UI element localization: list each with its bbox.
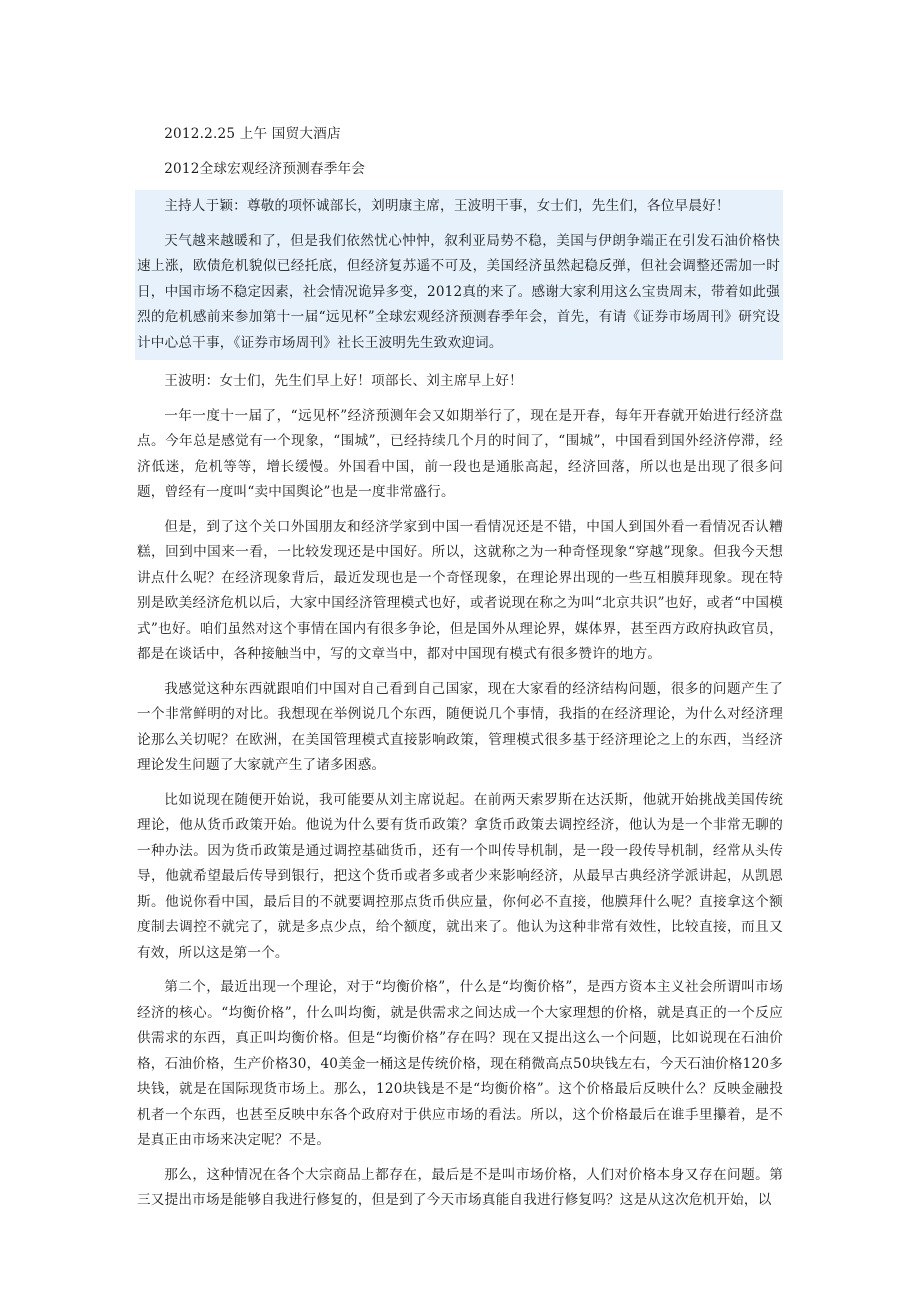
speaker-greeting: 王波明：女士们，先生们早上好！项部长、刘主席早上好！ [164, 373, 523, 389]
host-introduction: 天气越来越暖和了，但是我们依然忧心忡忡，叙利亚局势不稳，美国与伊朗争端正在引发石油价格快速上涨，欧债危机貌似已经托底，但经济复苏遥不可及，美国经济虽然起稳反弹，但社会调整还需加一时日，中国市场不稳定因素，社会情况诡异多变，2012真的来了。感谢大家利用这么宝贵周末，带着如此强烈的危机感前来参加第十一届“远见杯”全球宏观经济预测春季年会，首先，有请《证券市场周刊》研究设计中心总干事，《证券市场周刊》社长王波明先生致欢迎词。 [137, 232, 780, 351]
host-greeting: 主持人于颖：尊敬的项怀诚部长，刘明康主席，王波明干事，女士们，先生们，各位早晨好！ [164, 198, 730, 214]
body-paragraph: 第二个，最近出现一个理论，对于“均衡价格”，什么是“均衡价格”，是西方资本主义社会所谓叫市场经济的核心。“均衡价格”，什么叫均衡，就是供需求之间达成一个大家理想的价格，就是真正的一个反应供需求的东西，真正叫均衡价格。但是“均衡价格”存在吗？现在又提出这么一个问题，比如说现在石油价格，石油价格，生产价格30，40美金一桶这是传统价格，现在稍微高点50块钱左右，今天石油价格120多块钱，就是在国际现货市场上。那么，120块钱是不是“均衡价格”。这个价格最后反映什么？反映金融投机者一个东西，也甚至反映中东各个政府对于供应市场的看法。所以，这个价格最后在谁手里攥着，是不是真正由市场来决定呢？不是。 [137, 979, 783, 1148]
event-title: 2012全球宏观经济预测春季年会 [164, 160, 366, 177]
highlighted-host-remarks [135, 190, 783, 360]
body-paragraph: 但是，到了这个关口外国朋友和经济学家到中国一看情况还是不错，中国人到国外看一看情况否认糟糕，回到中国来一看，一比较发现还是中国好。所以，这就称之为一种奇怪现象“穿越”现象。但我今天想讲点什么呢？在经济现象背后，最近发现也是一个奇怪现象，在理论界出现的一些互相膜拜现象。现在特别是欧美经济危机以后，大家中国经济管理模式也好，或者说现在称之为叫“北京共识”也好，或者“中国模式”也好。咱们虽然对这个事情在国内有很多争论，但是国外从理论界，媒体界，甚至西方政府执政官员，都是在谈话中，各种接触当中，写的文章当中，都对中国现有模式有很多赞许的地方。 [137, 518, 783, 662]
body-paragraph: 比如说现在随便开始说，我可能要从刘主席说起。在前两天索罗斯在达沃斯，他就开始挑战美国传统理论，他从货币政策开始。他说为什么要有货币政策？拿货币政策去调控经济，他认为是一个非常无聊的一种办法。因为货币政策是通过调控基础货币，还有一个叫传导机制，是一段一段传导机制，经常从头传导，他就希望最后传导到银行，把这个货币或者多或者少来影响经济，从最早古典经济学派讲起，从凯恩斯。他说你看中国，最后目的不就要调控那点货币供应量，你何必不直接，他膜拜什么呢？直接拿这个额度制去调控不就完了，就是多点少点，给个额度，就出来了。他认为这种非常有效性，比较直接，而且又有效，所以这是第一个。 [137, 791, 783, 961]
date-location-line: 2012.2.25 上午 国贸大酒店 [164, 126, 341, 142]
body-paragraph: 一年一度十一届了，“远见杯”经济预测年会又如期举行了，现在是开春，每年开春就开始进行经济盘点。今年总是感觉有一个现象，“围城”，已经持续几个月的时间了，“围城”，中国看到国外经济停滞，经济低迷，危机等等，增长缓慢。外国看中国，前一段也是通胀高起，经济回落，所以也是出现了很多问题，曾经有一度叫“卖中国舆论”也是一度非常盛行。 [137, 407, 783, 500]
body-paragraph: 我感觉这种东西就跟咱们中国对自己看到自己国家，现在大家看的经济结构问题，很多的问题产生了一个非常鲜明的对比。我想现在举例说几个东西，随便说几个事情，我指的在经济理论，为什么对经济理论那么关切呢？在欧洲，在美国管理模式直接影响政策，管理模式很多基于经济理论之上的东西，当经济理论发生问题了大家就产生了诸多困惑。 [137, 680, 783, 773]
body-paragraph: 那么，这种情况在各个大宗商品上都存在，最后是不是叫市场价格，人们对价格本身又存在问题。第三又提出市场是能够自我进行修复的，但是到了今天市场真能自我进行修复吗？这是从这次危机开始，以 [137, 1166, 783, 1208]
document-body [137, 122, 783, 1214]
